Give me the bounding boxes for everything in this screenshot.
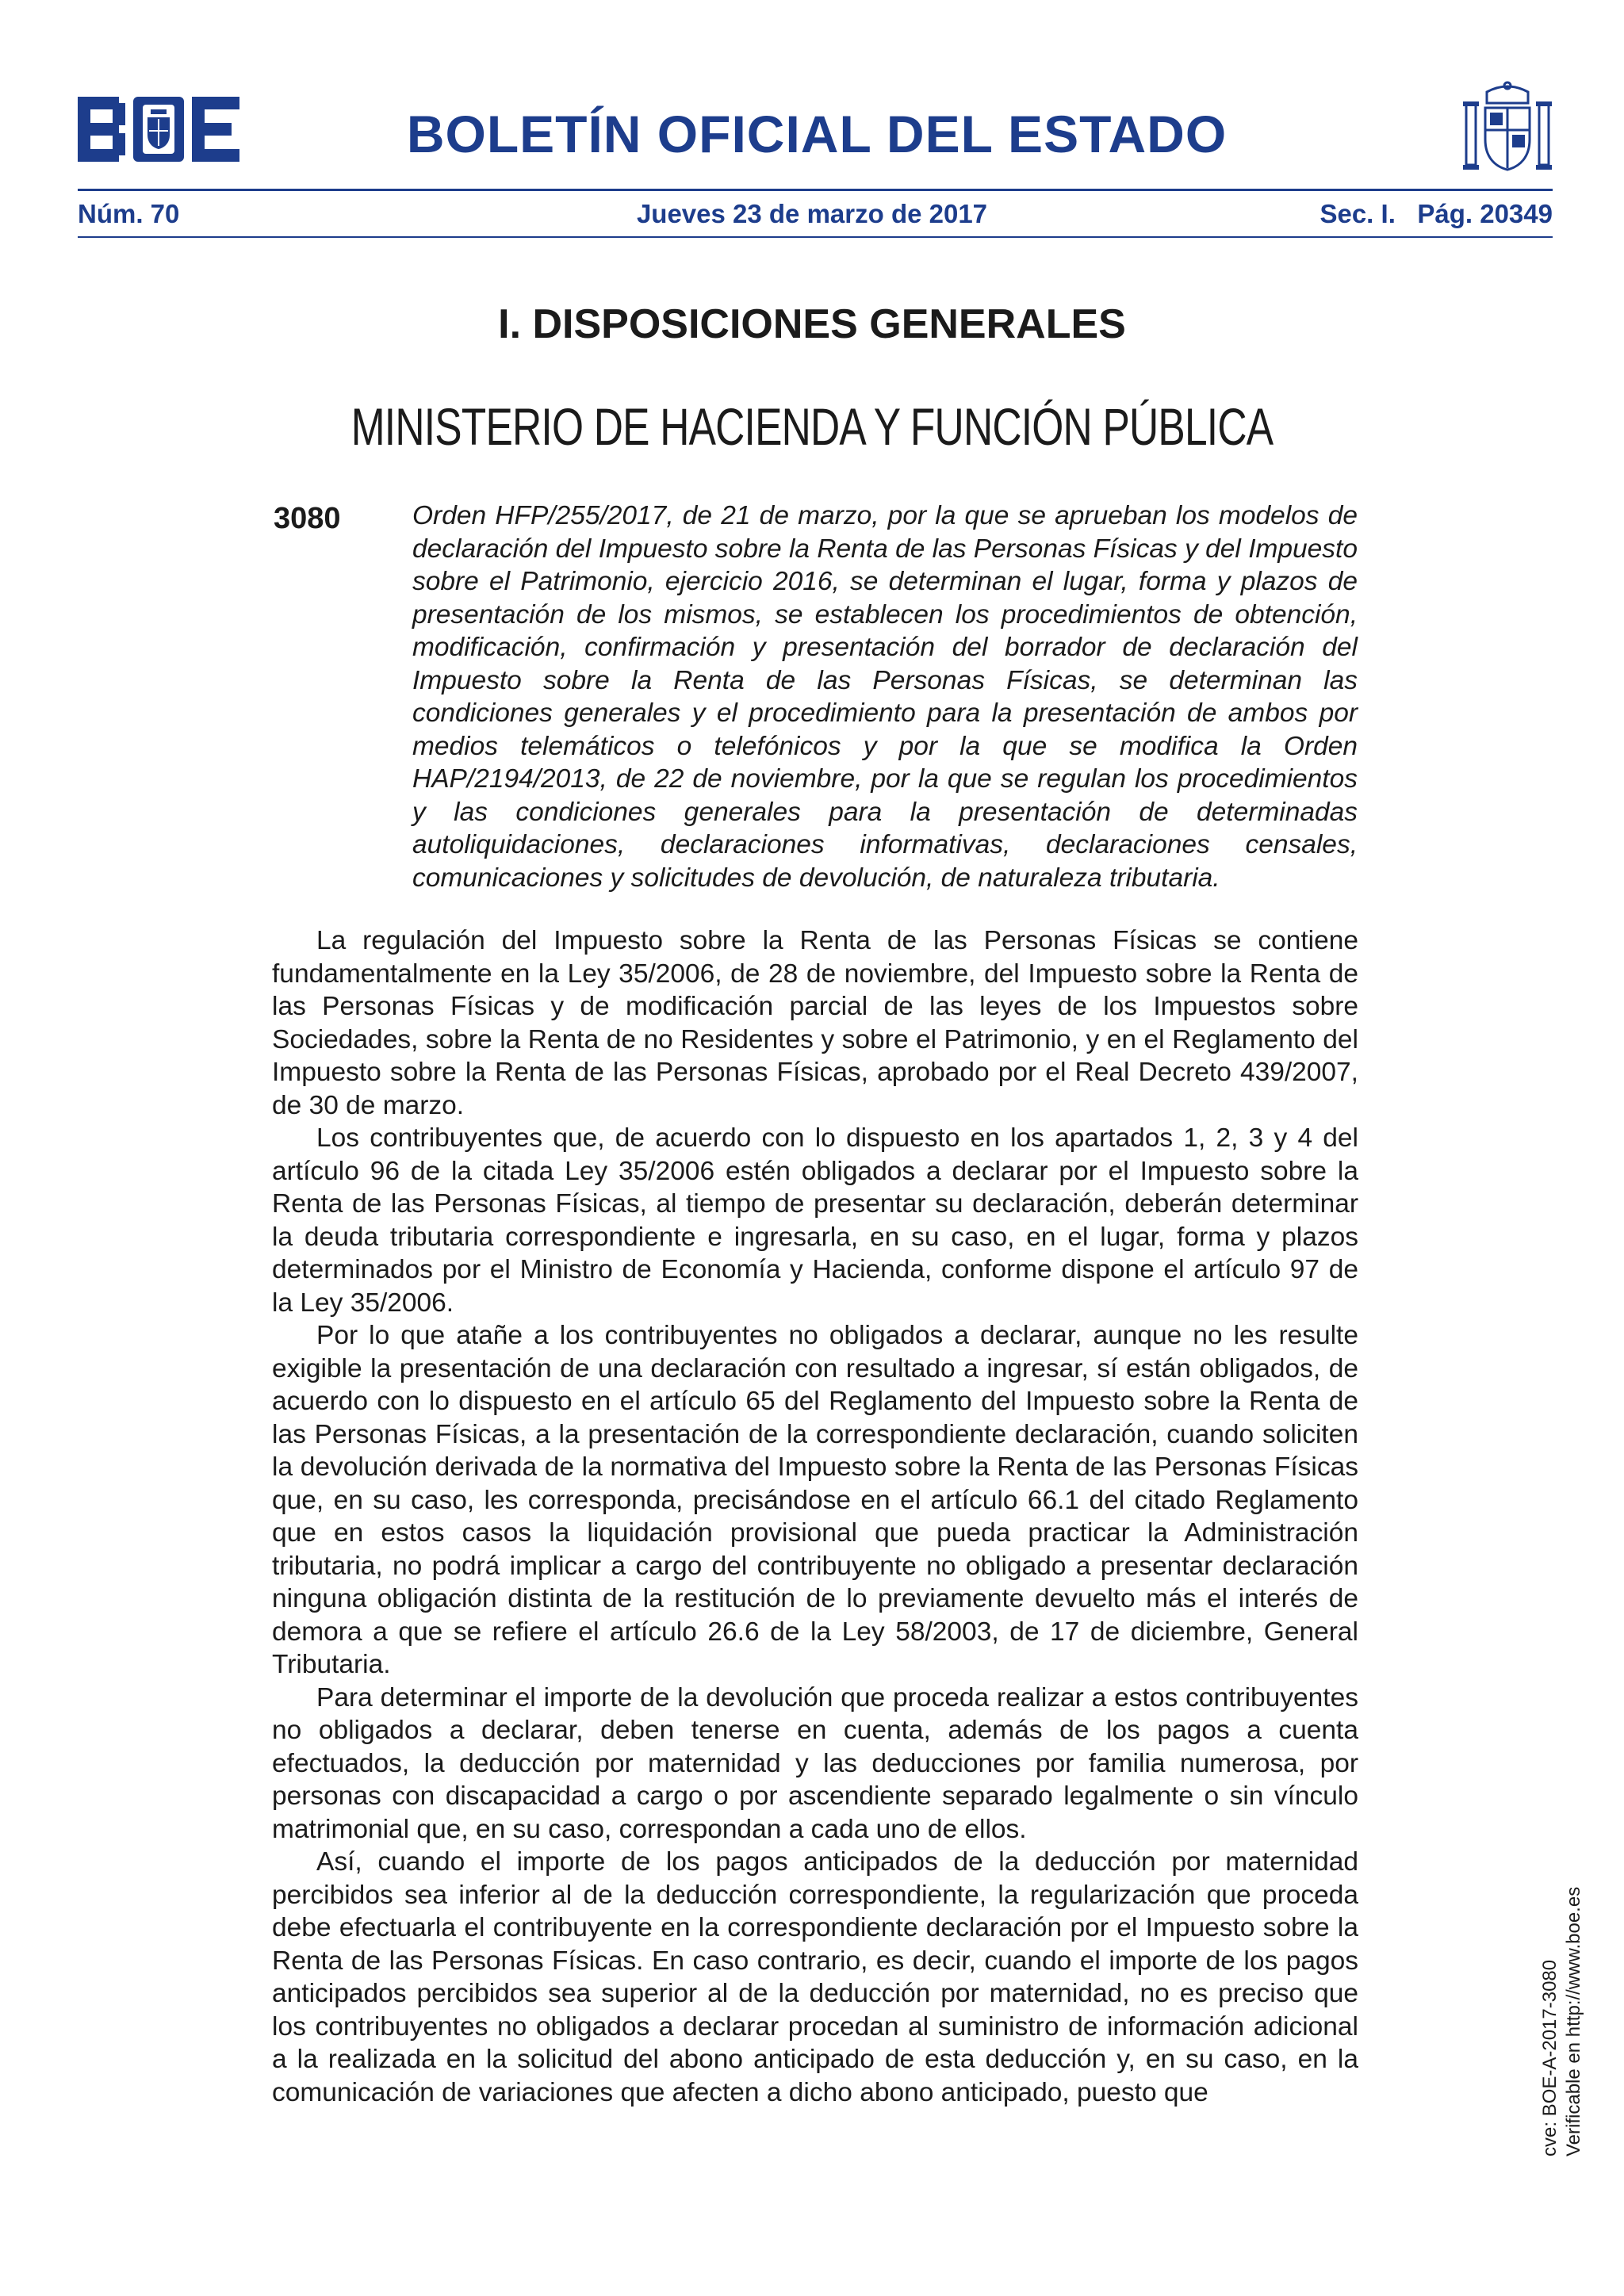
cve-code: cve: BOE-A-2017-3080: [1539, 1959, 1561, 2156]
document-body: [272, 924, 1358, 2109]
document-number: 3080: [274, 502, 341, 535]
paragraph: Los contribuyentes que, de acuerdo con lo dispuesto en los apartados 1, 2, 3 y 4 del artículo 96 de la citada Ley 35/2006 estén obligados a declarar por el Impuesto sobre la Renta de las Personas Físicas, al tiempo de presentar su declaración, deberán determinar la deuda tributaria correspondiente e ingresarla, en su caso, en el lugar, forma y plazos determinados por el Ministro de Economía y Hacienda, conforme dispone el artículo 97 de la Ley 35/2006.: [272, 1123, 1358, 1318]
publication-title: BOLETÍN OFICIAL DEL ESTADO: [406, 105, 1228, 163]
section-title: I. DISPOSICIONES GENERALES: [498, 301, 1126, 347]
paragraph: Así, cuando el importe de los pagos anticipados de la deducción por maternidad percibidos sea inferior al de la deducción correspondiente, la regularización que proceda debe efectuarla el contribuyente en la correspondiente declaración por el Impuesto sobre la Renta de las Personas Físicas. En caso contrario, es decir, cuando el importe de los pagos anticipados percibidos sea superior al de la deducción por maternidad, no es preciso que los contribuyentes no obligados a declarar procedan al suministro de información adicional a la realizada en la solicitud del abono anticipado de esta deducción y, en su caso, en la comunicación de variaciones que afecten a dicho abono anticipado, puesto que: [272, 1847, 1358, 2107]
boe-logo: [78, 97, 241, 162]
paragraph: Por lo que atañe a los contribuyentes no obligados a declarar, aunque no les resulte exigible la presentación de una declaración con resultado a ingresar, sí están obligados, de acuerdo con lo dispuesto en el artículo 65 del Reglamento del Impuesto sobre la Renta de las Personas Físicas, a la presentación de la correspondiente declaración, cuando soliciten la devolución derivada de la normativa del Impuesto sobre la Renta de las Personas Físicas que, en su caso, les corresponda, precisándose en el artículo 66.1 del citado Reglamento que en estos casos la liquidación provisional que pueda practicar la Administración tributaria, no podrá implicar a cargo del contribuyente no obligado a presentar declaración ninguna obligación distinta de la restitución de lo previamente devuelto más el interés de demora a que se refiere el artículo 26.6 de la Ley 58/2003, de 17 de diciembre, General Tributaria.: [272, 1321, 1358, 1679]
coat-of-arms-icon: [1463, 81, 1552, 173]
ministry-title: MINISTERIO DE HACIENDA Y FUNCIÓN PÚBLICA: [350, 397, 1274, 456]
document-summary: Orden HFP/255/2017, de 21 de marzo, por la que se aprueban los modelos de declaración del Impuesto sobre la Renta de las Personas Físicas y del Impuesto sobre el Patrimonio, ejercicio 2016, se determinan el lugar, forma y plazos de presentación de los mismos, se establecen los procedimientos de obtención, modificación, confirmación y presentación del borrador de declaración del Impuesto sobre la Renta de las Personas Físicas, se determinan las condiciones generales y el procedimiento para la presentación de ambos por medios telemáticos o telefónicos y por la que se modifica la Orden HAP/2194/2013, de 22 de noviembre, por la que se regulan los procedimientos y las condiciones generales para la presentación de determinadas autoliquidaciones, declaraciones informativas, declaraciones censales, comunicaciones y solicitudes de devolución, de naturaleza tributaria.: [412, 501, 1358, 893]
paragraph: Para determinar el importe de la devolución que proceda realizar a estos contribuyentes no obligados a declarar, deben tenerse en cuenta, además de los pagos a cuenta efectuados, la deducción por maternidad y las deducciones por familia numerosa, por personas con discapacidad a cargo o por ascendiente separado legalmente o sin vínculo matrimonial que, en su caso, correspondan a cada uno de ellos.: [272, 1682, 1358, 1844]
issue-date: Jueves 23 de marzo de 2017: [636, 199, 988, 228]
section-page: Sec. I. Pág. 20349: [1320, 199, 1553, 228]
paragraph: La regulación del Impuesto sobre la Renta de las Personas Físicas se contiene fundamentalmente en la Ley 35/2006, de 28 de noviembre, del Impuesto sobre la Renta de las Personas Físicas y de modificación parcial de las leyes de los Impuestos sobre Sociedades, sobre la Renta de no Residentes y sobre el Patrimonio, y en el Reglamento del Impuesto sobre la Renta de las Personas Físicas, aprobado por el Real Decreto 439/2007, de 30 de marzo.: [272, 926, 1358, 1120]
header-rule-bottom: [78, 236, 1553, 238]
verification-link[interactable]: Verificable en http://www.boe.es: [1563, 1886, 1584, 2156]
header-rule-top: [78, 189, 1553, 191]
issue-number: Núm. 70: [78, 199, 180, 228]
verification-note: [1538, 1887, 1586, 2156]
